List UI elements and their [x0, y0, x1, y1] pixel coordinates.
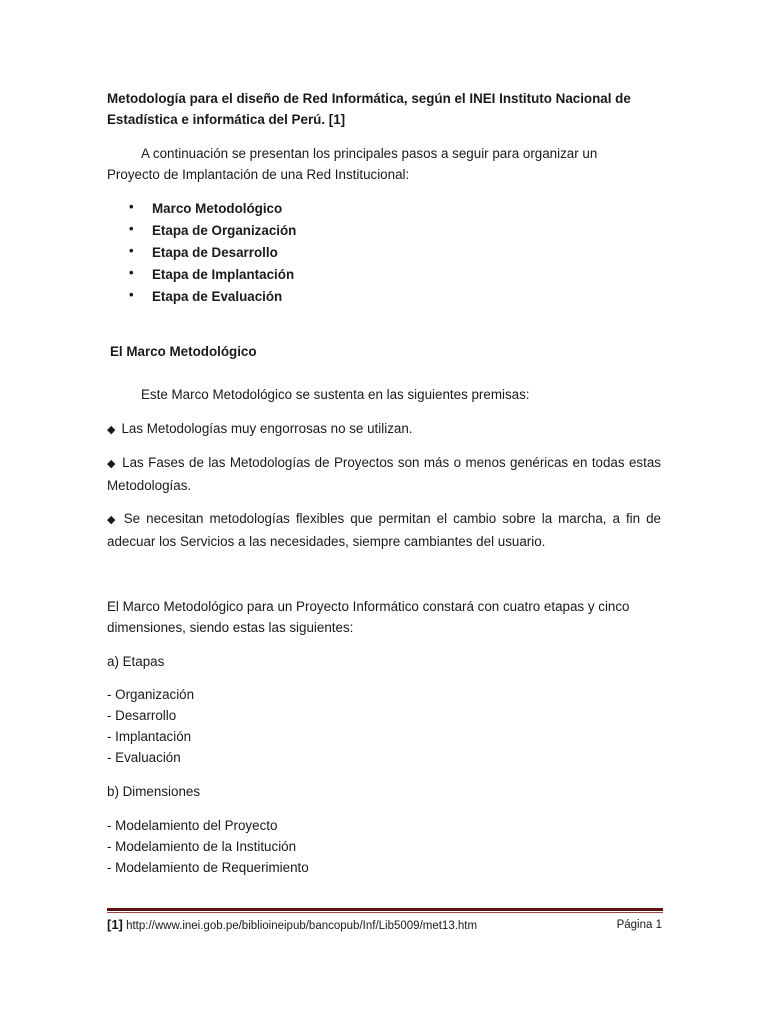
- diamond-bullet-icon: ◆: [107, 514, 118, 526]
- premise-2: [107, 452, 661, 496]
- premise-text: Las Fases de las Metodologías de Proyectos son más o menos genéricas en todas estas Metodologías.: [107, 455, 661, 493]
- list-item: - Modelamiento de Requerimiento: [107, 860, 309, 875]
- list-item: Etapa de Organización: [152, 223, 297, 238]
- diamond-bullet-icon: ◆: [107, 458, 117, 470]
- list-item: Etapa de Implantación: [152, 267, 295, 282]
- framework-line-1: El Marco Metodológico para un Proyecto Informático constará con cuatro etapas y cinco: [107, 599, 630, 614]
- premise-intro: Este Marco Metodológico se sustenta en las siguientes premisas:: [141, 387, 530, 402]
- footer-rule-thin: [107, 912, 663, 913]
- list-item: Marco Metodológico: [152, 201, 283, 216]
- premise-1: [107, 418, 413, 441]
- bullet-icon: •: [129, 221, 134, 236]
- list-item: - Evaluación: [107, 750, 181, 765]
- bullet-icon: •: [129, 243, 134, 258]
- list-item: - Modelamiento del Proyecto: [107, 818, 278, 833]
- bullet-icon: •: [129, 199, 134, 214]
- intro-line-2: Proyecto de Implantación de una Red Institucional:: [107, 167, 410, 182]
- bullet-icon: •: [129, 265, 134, 280]
- footnote-link[interactable]: http://www.inei.gob.pe/biblioineipub/bancopub/Inf/Lib5009/met13.htm: [126, 920, 478, 932]
- premise-text: Se necesitan metodologías flexibles que permitan el cambio sobre la marcha, a fin de adecuar los Servicios a las necesidades, siempre cambiantes del usuario.: [107, 511, 661, 549]
- heading-line-2: Estadística e informática del Perú. [1]: [107, 112, 346, 127]
- page-number: Página 1: [616, 919, 662, 931]
- list-item: - Implantación: [107, 729, 192, 744]
- framework-line-2: dimensiones, siendo estas las siguientes:: [107, 620, 354, 635]
- footnote-marker: [1]: [107, 917, 123, 932]
- footer-reference: [107, 916, 477, 935]
- heading-line-1: Metodología para el diseño de Red Informática, según el INEI Instituto Nacional de: [107, 91, 631, 106]
- footer-rule: [107, 908, 663, 911]
- diamond-bullet-icon: ◆: [107, 424, 116, 436]
- stages-title: a) Etapas: [107, 654, 165, 669]
- section-title: El Marco Metodológico: [110, 344, 257, 359]
- list-item: Etapa de Desarrollo: [152, 245, 278, 260]
- dimensions-title: b) Dimensiones: [107, 784, 201, 799]
- bullet-icon: •: [129, 287, 134, 302]
- list-item: - Modelamiento de la Institución: [107, 839, 297, 854]
- premise-text: Las Metodologías muy engorrosas no se utilizan.: [121, 421, 413, 436]
- premise-3: [107, 508, 661, 552]
- list-item: - Desarrollo: [107, 708, 177, 723]
- list-item: Etapa de Evaluación: [152, 289, 283, 304]
- intro-line-1: A continuación se presentan los principales pasos a seguir para organizar un: [141, 146, 598, 161]
- list-item: - Organización: [107, 687, 195, 702]
